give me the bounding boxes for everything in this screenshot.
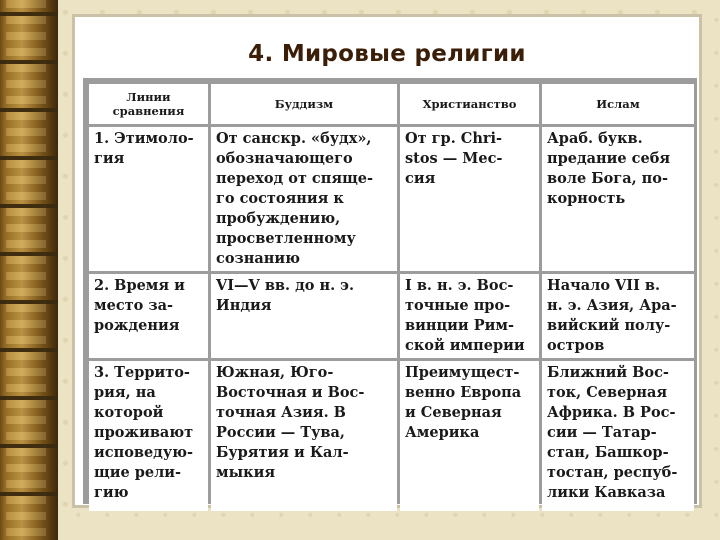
table-row <box>89 127 694 271</box>
cell-islam-etymology: Араб. букв. предание себя воле Бога, по- корность <box>542 127 694 271</box>
cell-christianity-origin: I в. н. э. Вос- точные про- винции Рим- ской империи <box>400 274 539 358</box>
cell-buddhism-etymology: От санскр. «будх», обозначающего переход от спяще- го состояния к пробуждению, просветленному сознанию <box>211 127 397 271</box>
comparison-table-image <box>83 78 697 504</box>
row-etymology-label: 1. Этимоло- гия <box>89 127 208 271</box>
row-origin-label: 2. Время и место за- рождения <box>89 274 208 358</box>
cell-christianity-etymology: От гр. Chri- stos — Мес- сия <box>400 127 539 271</box>
table-row <box>89 361 694 511</box>
header-buddhism: Буддизм <box>211 84 397 124</box>
content-frame <box>72 14 702 508</box>
cell-islam-origin: Начало VII в. н. э. Азия, Ара- вийский полу- остров <box>542 274 694 358</box>
table-header-row <box>89 84 694 124</box>
header-christianity: Христианство <box>400 84 539 124</box>
header-islam: Ислам <box>542 84 694 124</box>
cell-buddhism-territory: Южная, Юго- Восточная и Вос- точная Азия. В России — Тува, Бурятия и Кал- мыкия <box>211 361 397 511</box>
row-territory-label: 3. Террито- рия, на которой проживают исповедую- щие рели- гию <box>89 361 208 511</box>
cell-islam-territory: Ближний Вос- ток, Северная Африка. В Рос- сии — Татар- стан, Башкор- тостан, респуб- лики Кавказа <box>542 361 694 511</box>
header-comparison-lines: Линии сравнения <box>89 84 208 124</box>
cell-christianity-territory: Преимущест- венно Европа и Северная Америка <box>400 361 539 511</box>
cell-buddhism-origin: VI—V вв. до н. э. Индия <box>211 274 397 358</box>
slide-title: 4. Мировые религии <box>248 41 526 67</box>
decorative-left-border <box>0 0 58 540</box>
religions-comparison-table <box>86 81 697 514</box>
table-row <box>89 274 694 358</box>
